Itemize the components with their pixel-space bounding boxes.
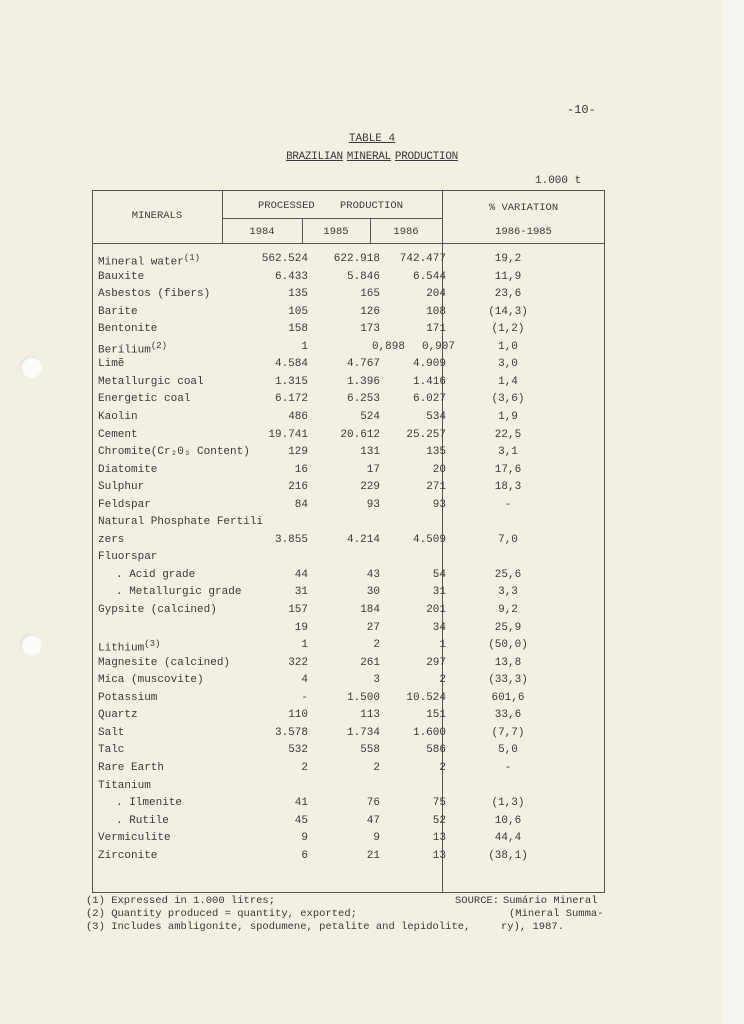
value-1984: 562.524 [261,253,308,265]
value-1986: 201 [426,604,446,616]
value-1986: 93 [432,498,446,511]
variation-value: (7,7) [491,726,525,739]
table-row [92,657,605,675]
table-row [92,271,605,289]
value-1986: 1.600 [412,726,446,739]
value-1985: 27 [366,621,380,634]
value-1986: 20 [432,463,446,476]
table-row [92,376,605,394]
table-row [92,569,605,587]
variation-value: (14,3) [488,305,528,318]
table-row [92,850,605,868]
value-1984: 19.741 [268,428,308,441]
variation-value: 18,3 [494,481,522,494]
value-1986: 34 [432,621,446,634]
mineral-name: Barite [98,305,138,318]
binder-hole [20,356,42,378]
variation-value: 1,4 [498,375,518,388]
value-1986: 0,907 [421,340,455,353]
value-1986: 54 [432,568,446,581]
variation-value: 25,6 [494,568,522,581]
mineral-name: Natural Phosphate Fertili [98,516,264,529]
table-row [92,762,605,780]
binder-hole [20,634,42,656]
value-1986: 6.027 [412,393,446,406]
table-row [92,674,605,692]
value-1986: 271 [426,481,446,494]
table-row [92,411,605,429]
value-1986: 108 [426,305,446,318]
value-1985: 524 [360,410,380,423]
variation-value: 25,9 [494,621,522,634]
table-row [92,323,605,341]
footnote-marker: (2) [150,340,168,351]
value-1985: 173 [360,323,380,336]
value-1986: 204 [426,288,446,301]
footnote-1: (1) Expressed in 1.000 litres; [86,895,276,907]
mineral-name: Talc [98,744,125,757]
variation-value: (33,3) [488,674,528,687]
mineral-name: zers [98,533,125,546]
table-row [92,393,605,411]
table-subtitle: BRAZILIAN MINERAL PRODUCTION [286,151,458,163]
variation-value: 33,6 [494,709,522,722]
value-1986: 31 [432,586,446,599]
variation-value: - [504,498,512,511]
value-1985: 2 [373,639,380,652]
value-1984: 44 [294,568,308,581]
value-1986: 1 [439,639,446,652]
value-1985: 126 [360,305,380,318]
mineral-name: Diatomite [98,463,158,476]
variation-value: 5,0 [498,744,518,757]
value-1985: 93 [366,498,380,511]
variation-value: 11,9 [494,270,522,283]
table-row [92,516,605,534]
table-row [92,832,605,850]
table-row [92,639,605,657]
value-1985: 21 [366,849,380,862]
variation-value: 1,9 [498,410,518,423]
table-title: TABLE 4 [348,133,396,145]
mineral-name: . Rutile [116,814,169,827]
mineral-name: Feldspar [98,498,151,511]
variation-value: 1,0 [498,340,518,353]
variation-value: (1,2) [491,323,525,336]
header-production: PRODUCTION [340,200,404,212]
variation-value: (50,0) [488,639,528,652]
value-1984: 4.584 [274,358,308,371]
value-1985: 4.214 [346,533,380,546]
table-row [92,727,605,745]
source-line-1: Sumário Mineral [503,895,598,907]
value-1984: 158 [288,323,308,336]
table-row [92,604,605,622]
mineral-name: Metallurgic coal [98,375,204,388]
mineral-name: Mica (muscovite) [98,674,204,687]
value-1985: 1.396 [346,375,380,388]
header-year-1984: 1984 [249,226,275,238]
mineral-name: Kaolin [98,410,138,423]
value-1984: 486 [288,410,308,423]
mineral-name: Bauxite [98,270,145,283]
value-1986: 13 [432,832,446,845]
variation-value: 9,2 [498,604,518,616]
variation-value: 601,6 [491,691,525,704]
mineral-name: . Metallurgic grade [116,586,242,599]
mineral-name: Quartz [98,709,138,722]
variation-value: 19,2 [494,253,522,265]
mineral-name: Asbestos (fibers) [98,288,211,301]
table-row [92,551,605,569]
table-row [92,744,605,762]
value-1984: 532 [288,744,308,757]
value-1986: 534 [426,410,446,423]
mineral-name: Vermiculite [98,832,171,845]
value-1985: 113 [360,709,380,722]
value-1984: 110 [288,709,308,722]
value-1986: 2 [439,674,446,687]
value-1986: 2 [439,761,446,774]
value-1985: 76 [366,797,380,810]
value-1984: 6.433 [274,270,308,283]
value-1984: 1 [301,340,308,353]
table-row [92,709,605,727]
table-row [92,253,605,271]
value-1984: 322 [288,656,308,669]
header-year-1986: 1986 [393,226,419,238]
table-row [92,780,605,798]
value-1985: 20.612 [340,428,380,441]
mineral-name: Fluorspar [98,551,158,564]
value-1985: 2 [373,761,380,774]
value-1985: 0,898 [371,340,405,353]
variation-value: (3,6) [491,393,525,406]
variation-value: 3,3 [498,586,518,599]
header-minerals: MINERALS [131,210,183,222]
value-1985: 261 [360,656,380,669]
table-row [92,692,605,710]
table-row [92,534,605,552]
mineral-name: . Ilmenite [116,797,183,810]
table-row [92,499,605,517]
table-row [92,429,605,447]
value-1986: 151 [426,709,446,722]
value-1985: 47 [366,814,380,827]
mineral-name: Cement [98,428,138,441]
mineral-name: Lithium$^{(3)}$ [98,639,161,655]
variation-value: 7,0 [498,533,518,546]
value-1984: - [301,691,308,704]
variation-value: (1,3) [491,797,525,810]
value-1985: 30 [366,586,380,599]
table-row [92,464,605,482]
source-line-2: (Mineral Summa- [509,908,604,920]
value-1984: 6 [301,849,308,862]
value-1984: 45 [294,814,308,827]
footnote-3: (3) Includes ambligonite, spodumene, petalite and lepidolite, [86,921,471,933]
value-1984: 41 [294,797,308,810]
table-row [92,446,605,464]
value-1984: 3.578 [274,726,308,739]
variation-value: 10,6 [494,814,522,827]
value-1986: 742.477 [399,253,446,265]
value-1986: 135 [426,446,446,459]
source-label: SOURCE: [455,895,500,907]
table-row [92,341,605,359]
value-1986: 10.524 [406,691,446,704]
variation-value: 23,6 [494,288,522,301]
value-1986: 586 [426,744,446,757]
footnote-marker: (3) [144,639,161,650]
value-1984: 6.172 [274,393,308,406]
variation-value: - [504,761,512,774]
source-line-3: ry), 1987. [501,921,565,933]
mineral-name: Chromite(Cr₂0₃ Content) [98,446,250,459]
mineral-name: Energetic coal [98,393,191,406]
variation-value: 22,5 [494,428,522,441]
value-1984: 3.855 [274,533,308,546]
value-1985: 558 [360,744,380,757]
mineral-name: Salt [98,726,125,739]
value-1985: 184 [360,604,380,616]
variation-value: 3,0 [498,358,518,371]
value-1986: 6.544 [412,270,446,283]
value-1985: 4.767 [346,358,380,371]
value-1986: 1.416 [412,375,446,388]
unit-label: 1.000 t [535,175,582,187]
value-1985: 5.846 [346,270,380,283]
value-1984: 4 [301,674,308,687]
value-1984: 31 [294,586,308,599]
header-variation: % VARIATION [488,202,559,214]
mineral-name: Sulphur [98,481,145,494]
value-1984: 216 [288,481,308,494]
value-1986: 25.257 [406,428,446,441]
table-row [92,797,605,815]
mineral-name: Potassium [98,691,158,704]
value-1985: 1.500 [346,691,380,704]
mineral-name: Bentonite [98,323,158,336]
value-1985: 3 [373,674,380,687]
value-1985: 43 [366,568,380,581]
variation-value: (38,1) [488,849,528,862]
value-1985: 17 [366,463,380,476]
variation-value: 17,6 [494,463,522,476]
table-row [92,622,605,640]
mineral-name: Zirconite [98,849,158,862]
value-1984: 9 [301,832,308,845]
mineral-name: Magnesite (calcined) [98,656,231,669]
value-1984: 105 [288,305,308,318]
divider [222,218,442,219]
value-1986: 75 [432,797,446,810]
mineral-name: Rare Earth [98,761,165,774]
mineral-name: Berílium$^{(2)}$ [98,340,168,357]
mineral-name: Limẽ [98,358,125,371]
variation-value: 44,4 [494,832,522,845]
value-1985: 6.253 [346,393,380,406]
value-1984: 19 [294,621,308,634]
value-1986: 52 [432,814,446,827]
value-1986: 4.909 [412,358,446,371]
value-1986: 297 [426,656,446,669]
table-row [92,358,605,376]
variation-value: 13,8 [494,656,522,669]
table-row [92,815,605,833]
value-1985: 622.918 [333,253,380,265]
header-processed: PROCESSED [258,200,315,212]
value-1984: 1 [301,639,308,652]
mineral-name: . Acid grade [116,568,196,581]
divider [92,243,605,244]
mineral-name: Titanium [98,779,151,792]
value-1985: 9 [373,832,380,845]
mineral-name: Mineral water$^{(1)}$ [98,253,201,269]
value-1985: 131 [360,446,380,459]
value-1984: 1.315 [274,375,308,388]
footnote-2: (2) Quantity produced = quantity, exported; [86,908,357,920]
value-1985: 165 [360,288,380,301]
value-1984: 157 [288,604,308,616]
value-1986: 13 [432,849,446,862]
mineral-name: Gypsite (calcined) [98,604,217,616]
footnote-marker: (1) [183,253,201,263]
header-year-1985: 1985 [323,226,349,238]
value-1984: 84 [294,498,308,511]
table-row [92,306,605,324]
table-row [92,288,605,306]
value-1986: 4.509 [412,533,446,546]
value-1984: 135 [288,288,308,301]
value-1985: 1.734 [346,726,380,739]
table-row [92,481,605,499]
value-1984: 16 [294,463,308,476]
value-1985: 229 [360,481,380,494]
value-1986: 171 [426,323,446,336]
page-number: -10- [567,103,596,117]
header-variation-period: 1986-1985 [495,226,552,238]
value-1984: 129 [288,446,308,459]
value-1984: 2 [301,761,308,774]
table-row [92,586,605,604]
variation-value: 3,1 [498,446,518,459]
